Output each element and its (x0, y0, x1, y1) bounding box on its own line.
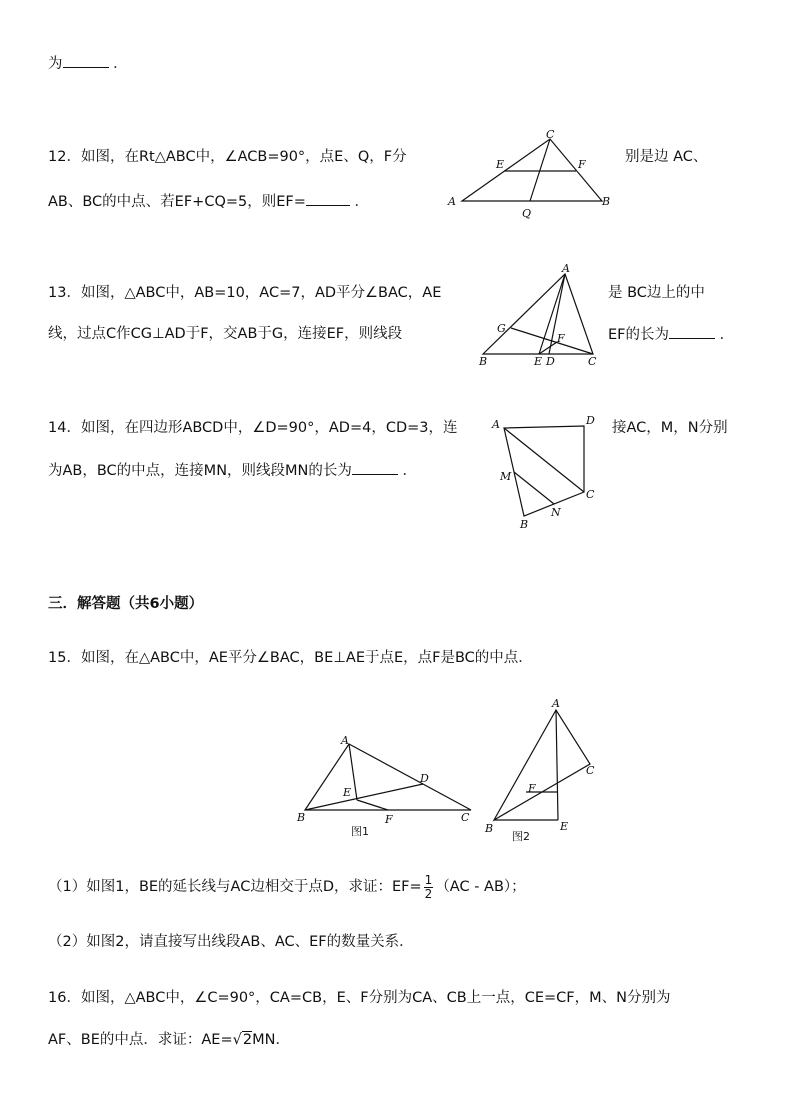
label-d: D (420, 772, 429, 785)
q14-line1: 14．如图，在四边形ABCD中，∠D=90°，AD=4，CD=3，连 (48, 420, 458, 436)
label-a: A (448, 195, 456, 208)
fig2-caption: 图2 (512, 830, 530, 843)
q15-figure1 (293, 732, 483, 842)
q14-figure (488, 410, 608, 535)
label-f: F (385, 813, 393, 826)
q12-line1: 12．如图，在Rt△ABC中，∠ACB=90°，点E、Q，F分 (48, 149, 407, 165)
label-b: B (479, 355, 488, 368)
q13-line1: 13．如图，△ABC中，AB=10，AC=7，AD平分∠BAC，AE (48, 285, 442, 301)
q12-figure (440, 125, 620, 225)
q13-figure (475, 262, 605, 372)
q11-tail: 为 ． (48, 53, 128, 74)
q14-line2: 为AB，BC的中点，连接MN，则线段MN的长为 ． (48, 460, 417, 481)
q12-line1-right: 别是边 AC、 (625, 149, 708, 165)
answer-blank[interactable] (669, 324, 715, 339)
label-e: E (343, 786, 352, 799)
fig1-caption: 图1 (351, 825, 369, 838)
label-m: M (500, 470, 512, 483)
label-a: A (562, 262, 570, 275)
q13-line2-right: EF的长为 ． (608, 324, 734, 345)
label-d: D (546, 355, 555, 368)
q15-part1: （1）如图1，BE的延长线与AC边相交于点D，求证：EF= $\frac{1}{2}$ （AC - AB）； (48, 872, 526, 901)
label-c: C (586, 488, 595, 501)
q16-line1: 16．如图，△ABC中，∠C=90°，CA=CB，E、F分别为CA、CB上一点，CE=CF，M、N分别为 (48, 990, 671, 1006)
label-a: A (341, 734, 349, 747)
q13-line2: 线，过点C作CG⊥AD于F，交AB于G，连接EF，则线段 (48, 326, 403, 342)
label-e: E (560, 820, 569, 833)
label-a: A (552, 697, 560, 710)
section-title: 三．解答题（共6小题） (48, 596, 204, 612)
q15-figure2 (482, 694, 602, 844)
label-c: C (546, 128, 555, 141)
q16-line2: AF、BE的中点．求证：AE=√2MN． (48, 1032, 290, 1048)
label-n: N (551, 506, 561, 519)
answer-blank[interactable] (352, 460, 398, 475)
q14-line1-right: 接AC，M，N分别 (612, 420, 728, 436)
label-b: B (297, 811, 306, 824)
label-g: G (497, 322, 506, 335)
label-d: D (586, 414, 595, 427)
label-f: F (528, 782, 536, 795)
answer-blank[interactable] (306, 191, 350, 206)
label-b: B (485, 822, 494, 835)
q15-stem: 15．如图，在△ABC中，AE平分∠BAC，BE⊥AE于点E，点F是BC的中点． (48, 650, 533, 666)
label-b: B (520, 518, 529, 531)
label-e: E (534, 355, 543, 368)
answer-blank[interactable] (63, 53, 109, 68)
label-a: A (492, 418, 500, 431)
label-c: C (588, 355, 597, 368)
q13-line1-right: 是 BC边上的中 (608, 285, 705, 301)
fraction-half: $\frac{1}{2}$ (424, 872, 433, 901)
label-c: C (586, 764, 595, 777)
label-f: F (557, 332, 565, 345)
label-q: Q (522, 207, 532, 220)
q15-part2: （2）如图2，请直接写出线段AB、AC、EF的数量关系． (48, 934, 414, 950)
q12-line2: AB、BC的中点、若EF+CQ=5，则EF= ． (48, 191, 369, 212)
label-c: C (461, 811, 470, 824)
label-b: B (602, 195, 611, 208)
label-e: E (496, 158, 505, 171)
label-f: F (578, 158, 586, 171)
sqrt-symbol: √ (232, 1032, 242, 1048)
sqrt-radicand: 2 (242, 1032, 253, 1048)
